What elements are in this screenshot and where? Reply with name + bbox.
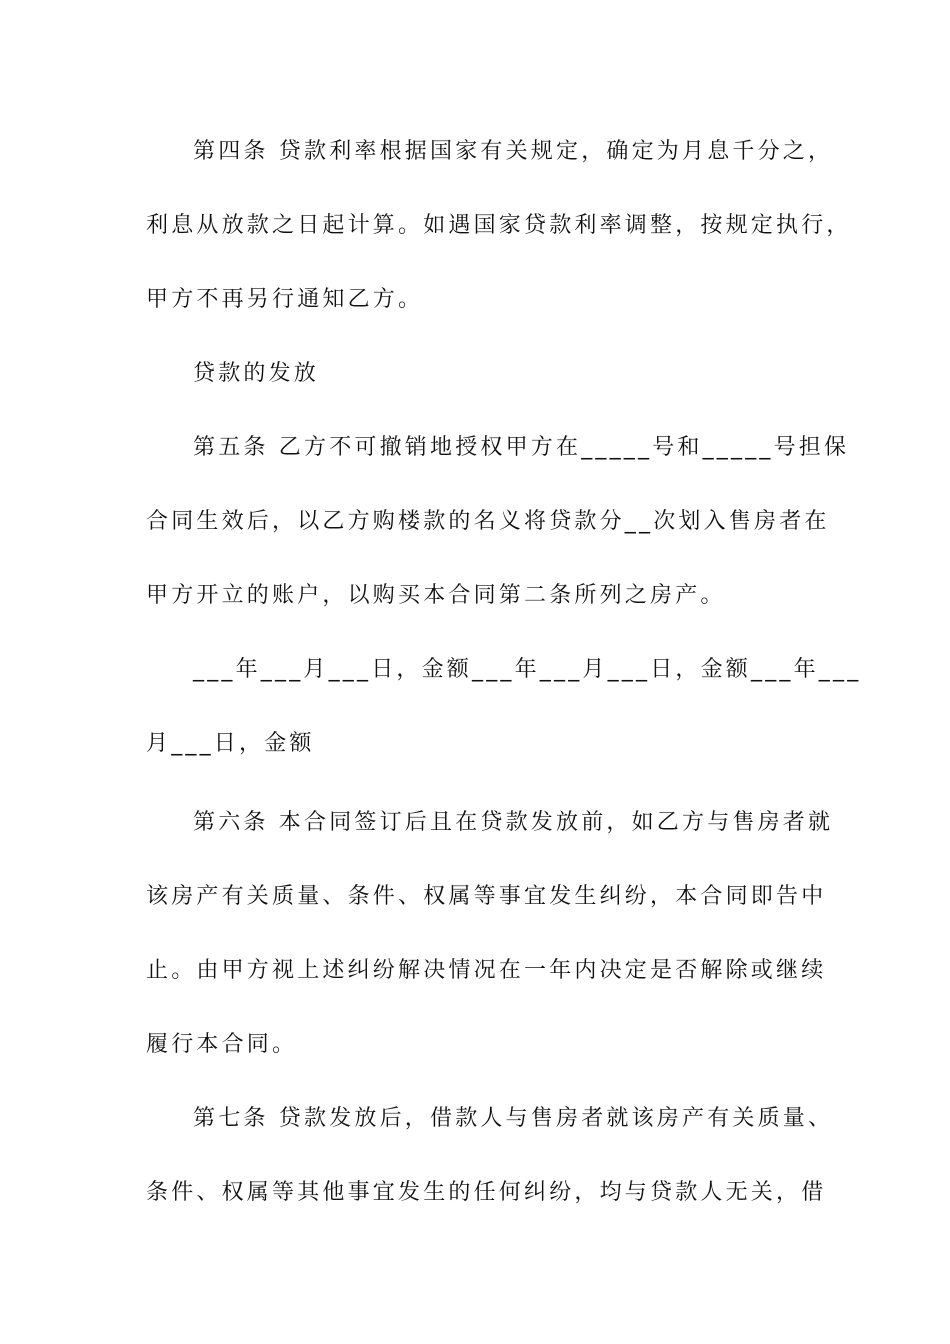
article-5-line-2: 合同生效后，以乙方购楼款的名义将贷款分__次划入售房者在: [146, 509, 830, 534]
article-4-line-2: 利息从放款之日起计算。如遇国家贷款利率调整，按规定执行，: [146, 213, 852, 238]
article-4-line-3: 甲方不再另行通知乙方。: [146, 287, 424, 312]
article-6-line-1: 第六条 本合同签订后且在贷款发放前，如乙方与售房者就: [193, 810, 834, 835]
disbursement-schedule-line-2: 月___日，金额: [146, 731, 315, 756]
article-5-line-3: 甲方开立的账户，以购买本合同第二条所列之房产。: [146, 583, 726, 608]
article-5-line-1: 第五条 乙方不可撤销地授权甲方在_____号和_____号担保: [193, 435, 850, 460]
disbursement-schedule-line-1: ___年___月___日，金额___年___月___日，金额___年___: [193, 657, 862, 682]
article-6-line-4: 履行本合同。: [146, 1032, 298, 1057]
article-6-line-3: 止。由甲方视上述纠纷解决情况在一年内决定是否解除或继续: [146, 958, 827, 983]
article-7-line-2: 条件、权属等其他事宜发生的任何纠纷，均与贷款人无关，借: [146, 1180, 827, 1205]
article-7-line-1: 第七条 贷款发放后，借款人与售房者就该房产有关质量、: [193, 1106, 834, 1131]
article-4-line-1: 第四条 贷款利率根据国家有关规定，确定为月息千分之，: [193, 139, 834, 164]
section-heading-loan-disbursement: 贷款的发放: [193, 361, 320, 386]
article-6-line-2: 该房产有关质量、条件、权属等事宜发生纠纷，本合同即告中: [146, 884, 827, 909]
